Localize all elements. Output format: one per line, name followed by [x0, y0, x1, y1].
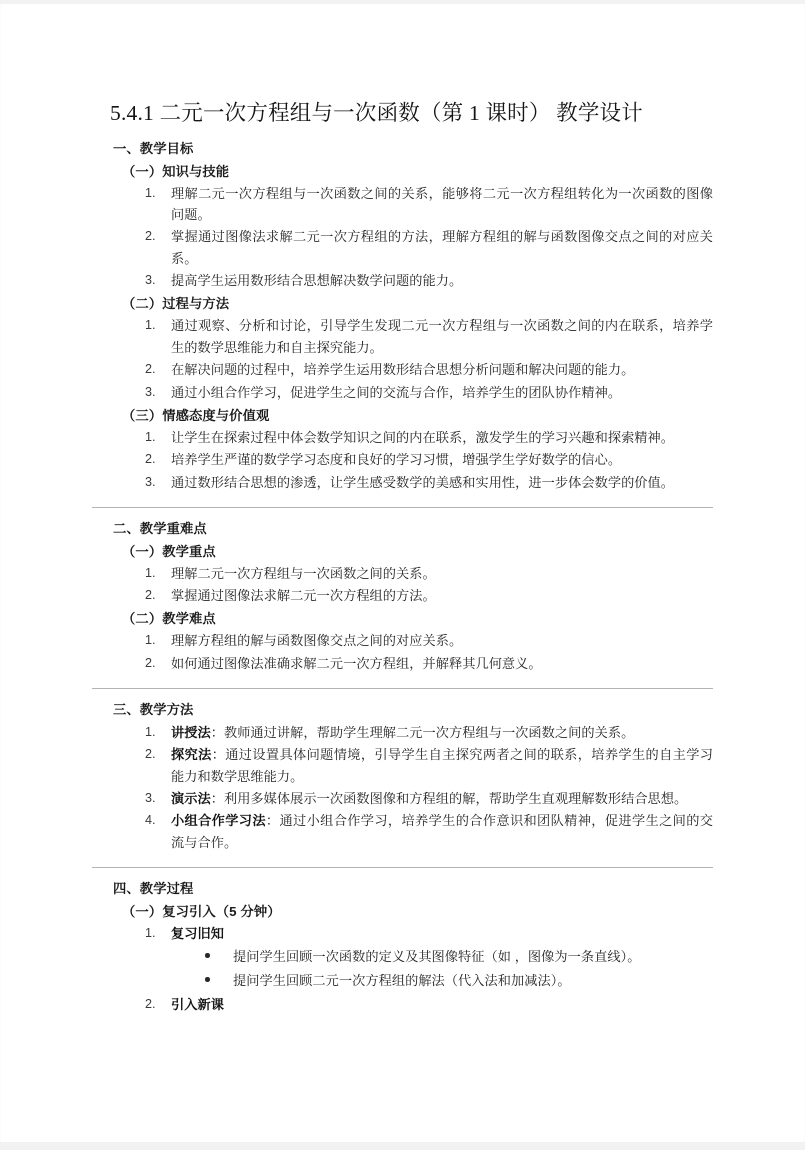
- list-process-methods: [92, 315, 713, 403]
- list-item: [92, 788, 713, 809]
- list-item: [92, 449, 713, 470]
- method-name: 演示法: [171, 790, 211, 806]
- section-heading-teaching-process: 四、教学过程: [113, 881, 194, 897]
- list-attitudes-values: [92, 427, 713, 493]
- list-item-text: 理解二元一次方程组与一次函数之间的关系，能够将二元一次方程组转化为一次函数的图像问题。: [171, 185, 713, 222]
- subsection-heading-attitudes-values: （三）情感态度与价值观: [122, 407, 270, 423]
- subsection-heading-knowledge-skills: （一）知识与技能: [122, 163, 230, 179]
- list-item: [92, 744, 713, 787]
- step-label-introduce-new-lesson: 引入新课: [171, 996, 224, 1012]
- step-label-review-old-knowledge: 复习旧知: [171, 925, 224, 941]
- list-item-text: 通过观察、分析和讨论，引导学生发现二元一次方程组与一次函数之间的内在联系，培养学生的数学思维能力和自主探究能力。: [171, 318, 713, 355]
- method-description: ：通过设置具体问题情境，引导学生自主探究两者之间的联系，培养学生的自主学习能力和数学思维能力。: [171, 747, 713, 784]
- list-item: [92, 923, 713, 944]
- list-item: [92, 183, 713, 226]
- method-name: 讲授法: [171, 724, 211, 740]
- list-item: [92, 585, 713, 606]
- list-marker: 3.: [145, 273, 156, 288]
- list-item: [92, 970, 713, 992]
- page-bottom-band: [0, 1142, 805, 1150]
- list-item-text: 让学生在探索过程中体会数学知识之间的内在联系，激发学生的学习兴趣和探索精神。: [171, 429, 675, 445]
- list-item: [92, 653, 713, 674]
- list-item-text: 通过小组合作学习，促进学生之间的交流与合作，培养学生的团队协作精神。: [171, 384, 622, 400]
- list-item: [92, 472, 713, 493]
- list-marker: 1.: [145, 429, 156, 444]
- list-knowledge-skills: [92, 183, 713, 292]
- list-item-text: 在解决问题的过程中，培养学生运用数形结合思想分析问题和解决问题的能力。: [171, 362, 635, 378]
- method-description: ：教师通过讲解，帮助学生理解二元一次方程组与一次函数之间的关系。: [210, 724, 635, 740]
- list-item-text: 培养学生严谨的数学学习态度和良好的学习习惯，增强学生学好数学的信心。: [171, 452, 622, 468]
- bullet-icon: [205, 953, 210, 958]
- list-item: [92, 226, 713, 269]
- subsection-heading-review-introduction: （一）复习引入（5 分钟）: [122, 903, 281, 919]
- method-name: 探究法: [171, 747, 212, 763]
- list-review-bullets: [92, 946, 713, 992]
- list-marker: 3.: [145, 790, 156, 805]
- list-item: [92, 563, 713, 584]
- page-left-edge: [0, 4, 1, 1142]
- list-marker: 2.: [145, 747, 156, 762]
- list-item: [92, 946, 713, 968]
- section-divider: [92, 507, 713, 508]
- page-top-band: [0, 0, 805, 4]
- list-item: [92, 810, 713, 853]
- section-heading-teaching-objectives: 一、教学目标: [113, 140, 194, 156]
- list-difficult-points: [92, 630, 713, 674]
- list-teaching-process-steps-2: [92, 994, 713, 1015]
- list-item: [92, 427, 713, 448]
- list-marker: 2.: [145, 229, 156, 244]
- list-marker: 3.: [145, 474, 156, 489]
- list-marker: 1.: [145, 925, 156, 940]
- list-item: [92, 359, 713, 380]
- list-item-text: 理解二元一次方程组与一次函数之间的关系。: [171, 565, 436, 581]
- list-marker: 1.: [145, 565, 156, 580]
- list-teaching-process-steps: [92, 923, 713, 944]
- section-divider: [92, 867, 713, 868]
- list-marker: 2.: [145, 996, 156, 1011]
- method-description: ：利用多媒体展示一次函数图像和方程组的解，帮助学生直观理解数形结合思想。: [210, 790, 688, 806]
- section-heading-teaching-methods: 三、教学方法: [113, 702, 194, 718]
- list-marker: 1.: [145, 633, 156, 648]
- list-item: [92, 315, 713, 358]
- list-marker: 1.: [145, 185, 156, 200]
- list-item-text: 掌握通过图像法求解二元一次方程组的方法，理解方程组的解与函数图像交点之间的对应关系。: [171, 229, 713, 266]
- list-marker: 1.: [145, 724, 156, 739]
- list-item-text: 提问学生回顾一次函数的定义及其图像特征（如 ，图像为一条直线）。: [233, 949, 641, 964]
- list-item-text: 通过数形结合思想的渗透，让学生感受数学的美感和实用性，进一步体会数学的价值。: [171, 474, 675, 490]
- list-marker: 2.: [145, 362, 156, 377]
- document-title: 5.4.1 二元一次方程组与一次函数（第 1 课时） 教学设计: [110, 101, 643, 125]
- subsection-heading-key-points: （一）教学重点: [122, 543, 216, 559]
- list-marker: 2.: [145, 588, 156, 603]
- list-item-text: 提问学生回顾二元一次方程组的解法（代入法和加减法）。: [233, 972, 571, 988]
- list-marker: 4.: [145, 813, 156, 828]
- list-item-text: 掌握通过图像法求解二元一次方程组的方法。: [171, 588, 436, 604]
- bullet-icon: [205, 977, 210, 982]
- list-teaching-methods: [92, 722, 713, 853]
- list-marker: 3.: [145, 384, 156, 399]
- list-item: [92, 270, 713, 291]
- list-item: [92, 630, 713, 651]
- list-item: [92, 382, 713, 403]
- list-marker: 2.: [145, 655, 156, 670]
- document-content: [92, 100, 713, 1017]
- section-heading-key-difficult-points: 二、教学重难点: [113, 521, 207, 537]
- list-item-text: 如何通过图像法准确求解二元一次方程组，并解释其几何意义。: [171, 655, 542, 671]
- section-divider: [92, 688, 713, 689]
- method-name: 小组合作学习法: [171, 813, 266, 829]
- subsection-heading-process-methods: （二）过程与方法: [122, 296, 230, 312]
- subsection-heading-difficult-points: （二）教学难点: [122, 611, 216, 627]
- list-item-text: 理解方程组的解与函数图像交点之间的对应关系。: [171, 633, 463, 649]
- list-marker: 1.: [145, 318, 156, 333]
- list-item-text: 提高学生运用数形结合思想解决数学问题的能力。: [171, 273, 463, 289]
- method-description: ：通过小组合作学习，培养学生的合作意识和团队精神，促进学生之间的交流与合作。: [171, 813, 713, 850]
- list-item: [92, 722, 713, 743]
- list-item: [92, 994, 713, 1015]
- list-key-points: [92, 563, 713, 607]
- list-marker: 2.: [145, 452, 156, 467]
